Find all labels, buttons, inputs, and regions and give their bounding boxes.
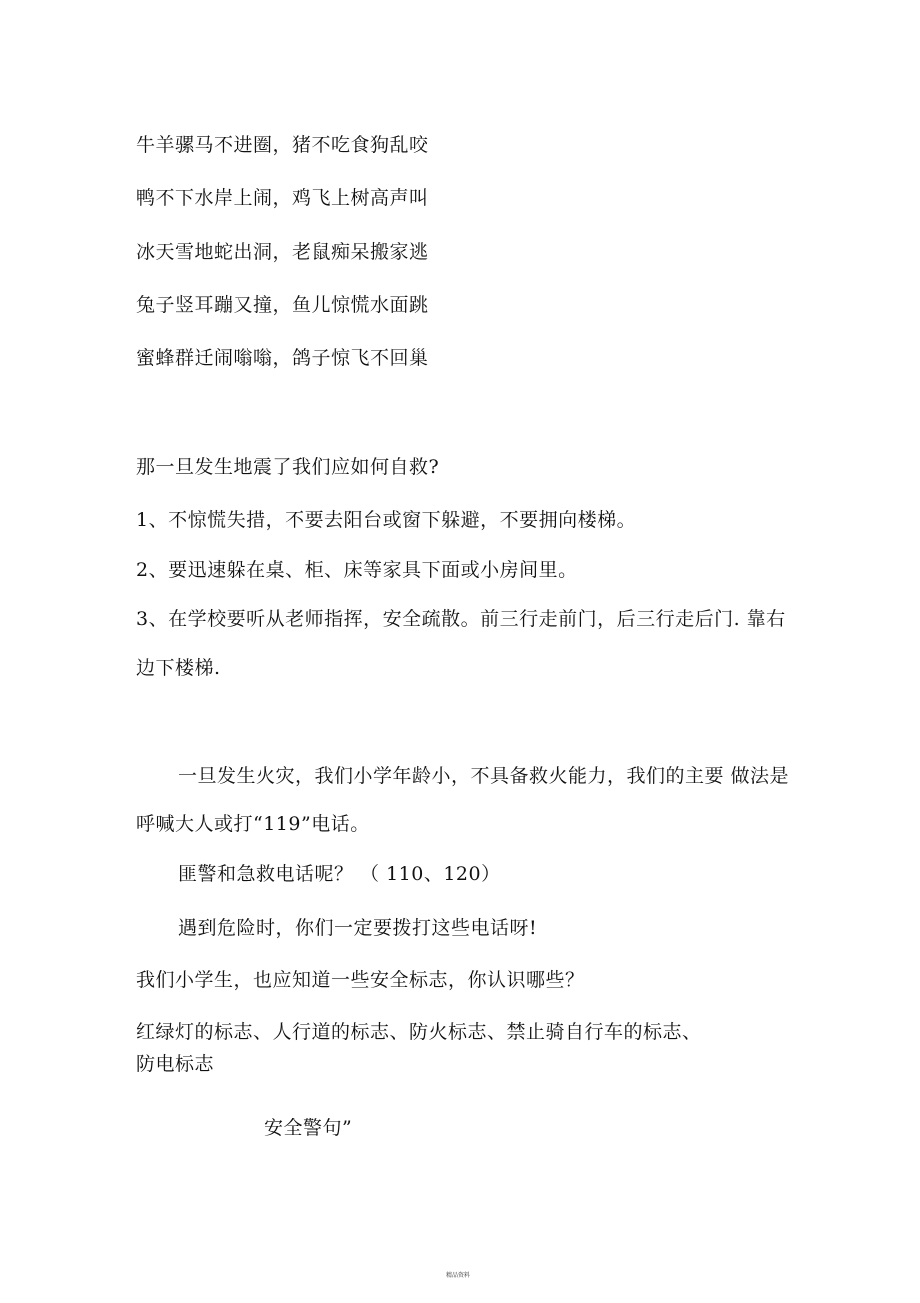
safety-slogan-heading: 安全警句” <box>264 1117 353 1139</box>
rhyme-line-3: 冰天雪地蛇出洞，老鼠痴呆搬家逃 <box>136 241 429 263</box>
earthquake-step-1: 1、不惊慌失措，不要去阳台或窗下躲避，不要拥向楼梯。 <box>136 509 637 531</box>
signs-question: 我们小学生，也应知道一些安全标志，你认识哪些？ <box>136 969 585 991</box>
rhyme-line-2: 鸭不下水岸上闹，鸡飞上树高声叫 <box>136 187 429 209</box>
earthquake-question: 那一旦发生地震了我们应如何自救? <box>136 456 440 478</box>
rhyme-line-4: 兔子竖耳蹦又撞，鱼儿惊慌水面跳 <box>136 294 429 316</box>
fire-paragraph-line-1: 一旦发生火灾，我们小学年龄小，不具备救火能力，我们的主要 做法是 <box>178 765 790 787</box>
earthquake-step-3: 3、在学校要听从老师指挥，安全疏散。前三行走前门，后三行走后门. 靠右 <box>136 608 786 630</box>
danger-note: 遇到危险时，你们一定要拨打这些电话呀! <box>178 917 538 939</box>
signs-list-line-1: 红绿灯的标志、人行道的标志、防火标志、禁止骑自行车的标志、 <box>136 1021 702 1043</box>
police-question: 匪警和急救电话呢？ （ 110、120） <box>178 863 501 885</box>
fire-paragraph-line-2: 呼喊大人或打“119”电话。 <box>136 813 370 835</box>
earthquake-step-2: 2、要迅速躲在桌、柜、床等家具下面或小房间里。 <box>136 559 578 581</box>
page-footer: 精品资料 <box>446 1272 471 1279</box>
earthquake-step-3-cont: 边下楼梯. <box>136 657 221 679</box>
rhyme-line-1: 牛羊骡马不进圈，猪不吃食狗乱咬 <box>136 134 429 156</box>
signs-list-line-2: 防电标志 <box>136 1053 215 1075</box>
rhyme-line-5: 蜜蜂群迁闹嗡嗡，鸽子惊飞不回巢 <box>136 347 429 369</box>
